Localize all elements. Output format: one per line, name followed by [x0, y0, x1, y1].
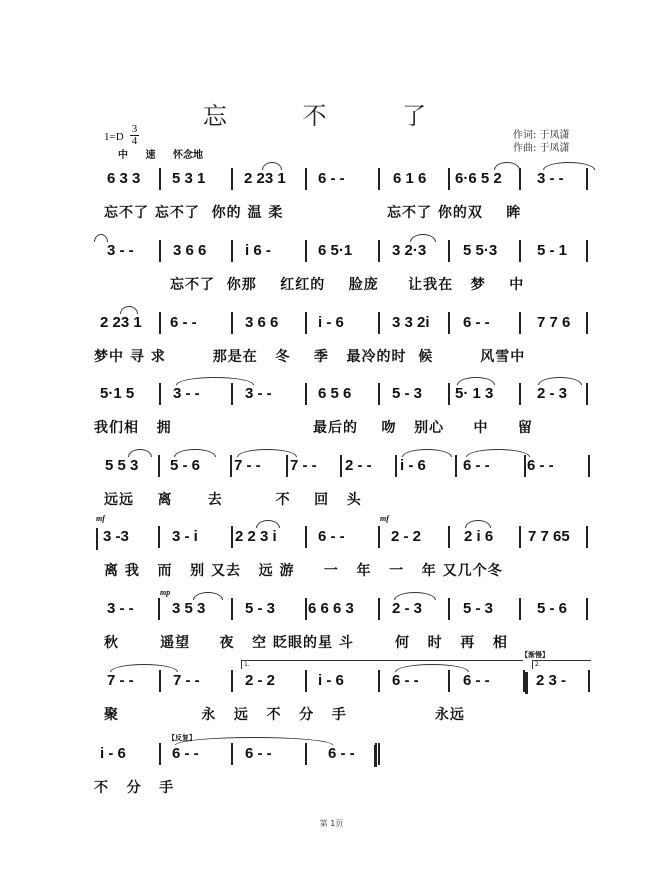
lyric-line: 忘不了 你的双 眸 [387, 205, 522, 221]
measure-notes: 6 - - [527, 457, 554, 474]
measure-notes: 7 7 6 [537, 314, 571, 331]
lyricist: 作词: 于凤潇 [513, 130, 570, 141]
repeat-end [525, 672, 528, 694]
measure-notes: 7 7 65 [528, 528, 570, 545]
barline [586, 240, 588, 262]
barline [586, 526, 588, 548]
score-row [0, 242, 663, 312]
measure-notes: 6 - - [318, 528, 345, 545]
barline [519, 383, 521, 405]
credits [513, 129, 570, 155]
measure-notes: 6 - - [318, 170, 345, 187]
tempo-marking: 中 速 怀念地 [118, 150, 203, 161]
barline [588, 670, 590, 692]
score-row [0, 514, 663, 598]
score-row [0, 745, 663, 815]
measure-notes: 3 - i [172, 528, 198, 545]
volta-bracket-1: 1. [241, 660, 523, 669]
barline [340, 455, 342, 477]
lyric-line: 梦中 寻 求 那是在 冬 季 最冷的时 候 风雪中 [94, 349, 526, 365]
composer: 作曲: 于凤潇 [513, 143, 570, 154]
barline [158, 455, 160, 477]
barline [448, 526, 450, 548]
measure-notes: i - 6 [318, 672, 344, 689]
measure-notes: i - 6 [400, 457, 426, 474]
measure-notes: 6 5·1 [318, 242, 353, 259]
measure-notes: 2 3 - [536, 672, 567, 689]
barline [586, 168, 588, 190]
score-row [0, 672, 663, 742]
barline [448, 168, 450, 190]
measure-notes: 6 - - [392, 672, 419, 689]
barline [305, 168, 307, 190]
score-row [0, 314, 663, 384]
measure-notes: 3 6 6 [245, 314, 279, 331]
measure-notes: 3 - - [173, 385, 200, 402]
measure-notes: 7 - - [107, 672, 134, 689]
barline [231, 383, 233, 405]
dynamic-marking: mf [380, 514, 389, 523]
barline [586, 598, 588, 620]
barline [378, 670, 380, 692]
barline [448, 240, 450, 262]
ending-tag: 【反复】 [168, 734, 196, 742]
measure-notes: 6 - - [328, 745, 355, 762]
measure-notes: 2 2 3 i [235, 528, 277, 545]
barline [231, 526, 233, 548]
lyric-line: 忘不了 你那 红红的 脸庞 让我在 梦 中 [170, 277, 525, 293]
barline [586, 312, 588, 334]
barline [378, 598, 380, 620]
measure-notes: 6·6 5 2 [455, 170, 502, 187]
measure-notes: 3 -3 [103, 528, 129, 545]
barline [519, 598, 521, 620]
measure-notes: 3 6 6 [173, 242, 207, 259]
barline [231, 743, 233, 765]
barline [448, 383, 450, 405]
barline [158, 598, 160, 620]
barline [159, 383, 161, 405]
measure-notes: 5 - 1 [537, 242, 568, 259]
lyric-line: 我们相 拥 [94, 420, 172, 436]
barline [519, 240, 521, 262]
measure-notes: 3 - - [107, 242, 134, 259]
measure-notes: 5 - 6 [170, 457, 201, 474]
barline [159, 168, 161, 190]
barline [159, 240, 161, 262]
barline [378, 743, 380, 765]
measure-notes: 2 - 2 [391, 528, 422, 545]
barline [378, 383, 380, 405]
measure-notes: 2 i 6 [464, 528, 494, 545]
barline [378, 526, 380, 548]
measure-notes: 6 5 6 [318, 385, 352, 402]
measure-notes: 3 2·3 [392, 242, 427, 259]
measure-notes: 2 23 1 [100, 314, 142, 331]
key-signature: 1=D [104, 131, 124, 143]
time-sig-top: 3 [131, 123, 138, 135]
measure-notes: 3 - - [537, 170, 564, 187]
measure-notes: 6 - - [170, 314, 197, 331]
lyric-line: 聚 永 远 不 分 手 永远 [104, 707, 465, 723]
measure-notes: 2 - 2 [245, 672, 276, 689]
measure-notes: 5 - 3 [245, 600, 276, 617]
ritard-tag: 【渐慢】 [521, 651, 549, 659]
measure-notes: i - 6 [100, 745, 126, 762]
measure-notes: i 6 - [245, 242, 271, 259]
barline [519, 526, 521, 548]
barline [305, 670, 307, 692]
barline [305, 526, 307, 548]
measure-notes: 5 3 1 [172, 170, 206, 187]
measure-notes: 6 - - [463, 672, 490, 689]
measure-notes: 7 - - [290, 457, 317, 474]
measure-notes: 3 - - [107, 600, 134, 617]
barline [286, 455, 288, 477]
final-barline [374, 745, 377, 767]
barline [231, 312, 233, 334]
barline [378, 312, 380, 334]
measure-notes: 5·1 5 [100, 385, 135, 402]
barline [231, 240, 233, 262]
barline [159, 312, 161, 334]
lyric-line: 不 分 手 [94, 780, 175, 796]
lyric-line: 离 我 而 别 又去 远 游 一 年 一 年 又几个冬 [104, 563, 503, 579]
barline [448, 312, 450, 334]
measure-notes: 5 5 3 [105, 457, 139, 474]
barline [158, 526, 160, 548]
measure-notes: 5· 1 3 [455, 385, 494, 402]
dynamic-marking: mf [96, 514, 105, 523]
slur [494, 162, 520, 170]
lyric-line: 远远 离 去 不 回 头 [104, 492, 362, 508]
barline [588, 455, 590, 477]
slur [262, 162, 282, 170]
measure-notes: 6 3 3 [107, 170, 141, 187]
measure-notes: 6 - - [172, 745, 199, 762]
song-title: 忘 不 了 [202, 102, 461, 130]
measure-notes: 6 6 6 3 [308, 600, 354, 617]
barline [159, 743, 161, 765]
measure-notes: 2 - 3 [392, 600, 423, 617]
barline [305, 312, 307, 334]
measure-notes: 6 - - [245, 745, 272, 762]
barline [230, 455, 232, 477]
measure-notes: 7 - - [173, 672, 200, 689]
lyric-line: 最后的 吻 别心 中 留 [313, 420, 533, 436]
slur [543, 162, 595, 170]
measure-notes: i - 6 [318, 314, 344, 331]
time-sig-bottom: 4 [131, 135, 138, 147]
dynamic-marking: mp [160, 588, 171, 597]
barline [231, 670, 233, 692]
barline [519, 168, 521, 190]
page-number: 第 1页 [319, 819, 344, 828]
volta-bracket-2: 2. [532, 660, 591, 669]
measure-notes: 5 5·3 [463, 242, 498, 259]
barline [231, 168, 233, 190]
barline [448, 670, 450, 692]
measure-notes: 5 - 3 [463, 600, 494, 617]
score-row [0, 170, 663, 240]
score-row [0, 385, 663, 455]
measure-notes: 5 - 6 [537, 600, 568, 617]
measure-notes: 6 - - [463, 314, 490, 331]
barline [305, 743, 307, 765]
repeat-start [96, 528, 98, 550]
lyric-line: 秋 遥望 夜 空 眨眼的星 斗 何 时 再 相 [104, 635, 508, 651]
barline [305, 598, 307, 620]
barline [395, 455, 397, 477]
barline [448, 598, 450, 620]
barline [524, 455, 526, 477]
barline [231, 598, 233, 620]
measure-notes: 6 - - [463, 457, 490, 474]
measure-notes: 2 - 3 [537, 385, 568, 402]
time-signature [130, 124, 139, 147]
measure-notes: 7 - - [234, 457, 261, 474]
barline [519, 312, 521, 334]
barline [305, 240, 307, 262]
measure-notes: 3 - - [245, 385, 272, 402]
barline [378, 168, 380, 190]
barline [586, 383, 588, 405]
barline [378, 240, 380, 262]
measure-notes: 6 1 6 [393, 170, 427, 187]
barline [305, 383, 307, 405]
measure-notes: 3 5 3 [172, 600, 206, 617]
measure-notes: 5 - 3 [392, 385, 423, 402]
lyric-line: 忘不了 忘不了 你的 温 柔 [104, 205, 284, 221]
measure-notes: 2 - - [345, 457, 372, 474]
barline [455, 455, 457, 477]
measure-notes: 2 23 1 [244, 170, 286, 187]
barline [159, 670, 161, 692]
measure-notes: 3 3 2i [392, 314, 430, 331]
